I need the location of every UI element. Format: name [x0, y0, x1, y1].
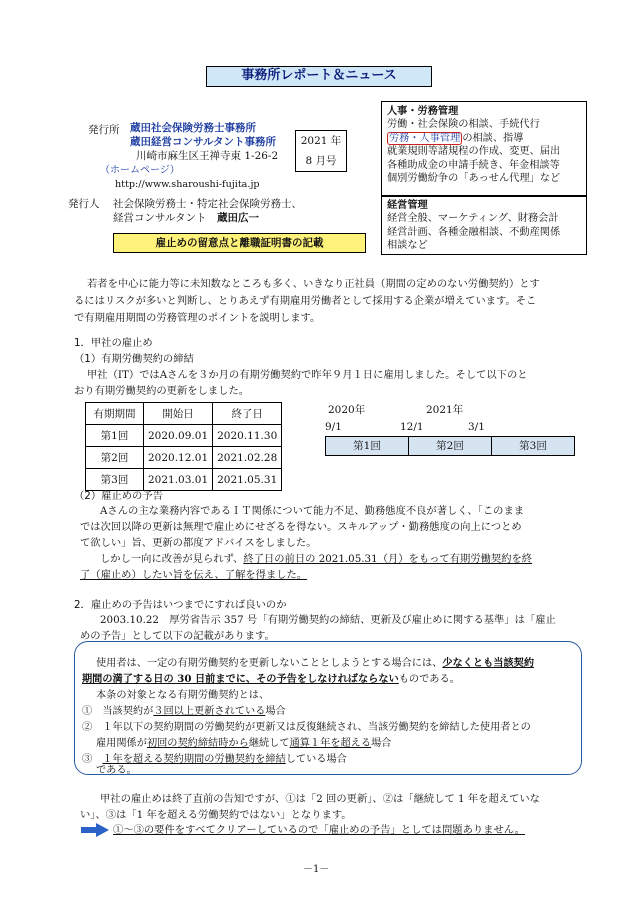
table-header: 終了日 [213, 403, 282, 425]
publisher-name: 蔵田広一 [217, 212, 260, 224]
table-cell: 2021.02.28 [213, 447, 282, 469]
table-cell: 第3回 [86, 469, 144, 491]
issue-date-box [295, 130, 347, 172]
hr-line: 労働・社会保険の相談、手続代行 [387, 119, 540, 131]
table-cell: 2021.03.01 [144, 469, 213, 491]
mgmt-services-box [381, 195, 587, 255]
s2-p1-line: めの予告」として以下の記載があります。 [80, 630, 275, 642]
s1-p2-line: Aさんの主な業務内容であるＩＴ関係について能力不足、勤務態度不良が著しく、「このまま [100, 505, 525, 517]
issue-month: 8 月号 [305, 155, 337, 167]
hr-line: 就業規則等諸規程の作成、変更、届出 [387, 146, 561, 158]
table-cell: 2020.11.30 [213, 425, 282, 447]
quote-line: である。 [96, 765, 137, 776]
issuer-label: 発行所 [88, 124, 120, 136]
table-header: 有期期間 [86, 403, 144, 425]
section-2-heading: 2．雇止めの予告はいつまでにすれば良いのか [74, 599, 287, 611]
hr-services-box [381, 101, 587, 197]
mgmt-line: 相談など [387, 240, 428, 252]
timeline-date: 9/1 [325, 421, 342, 433]
hr-services-title: 人事・労務管理 [387, 106, 459, 117]
office-address: 川崎市麻生区王禅寺東 1-26-2 [136, 150, 279, 162]
hr-line: 各種助成金の申請手続き、年金相談等 [387, 159, 560, 171]
page-number: －1－ [303, 864, 330, 875]
s2-p2-line: い」、③は「1 年を超える労働契約ではない」となります。 [80, 809, 352, 821]
table-header: 開始日 [144, 403, 213, 425]
issue-year: 2021 年 [300, 135, 342, 147]
hr-line: 労務・人事管理 の相談、指導 [389, 132, 524, 144]
mgmt-line: 経営全般、マーケティング、財務会計 [387, 213, 559, 225]
contract-period-table [85, 402, 282, 491]
table-cell: 2020.12.01 [144, 447, 213, 469]
quote-line: 期間の満了する日の 30 日前までに、その予告をしなければならないものである。 [82, 673, 460, 685]
publisher-label: 発行人 [68, 198, 100, 210]
right-arrow-icon [80, 823, 110, 837]
intro-line: で有期雇用期間の労務管理のポイントを説明します。 [74, 312, 321, 324]
intro-line: るにはリスクが多いと判断し、とりあえず有期雇用労働者として採用する企業が増えています。そこ [74, 295, 537, 307]
quote-line: ③ １年を超える契約期間の労働契約を締結している場合 [82, 754, 347, 765]
mgmt-services-title: 経営管理 [387, 200, 428, 211]
quote-line: 使用者は、一定の有期労働契約を更新しないこととしようとする場合には、少なくとも当該契約 [96, 657, 535, 669]
s1-p2-line: では次回以降の更新は無理で雇止めにせざるを得ない。スキルアップ・勤務態度の向上につとめ [80, 521, 522, 533]
topic-banner: 雇止めの留意点と離職証明書の記載 [113, 233, 366, 253]
report-title: 事務所レポート＆ニュース [206, 66, 432, 87]
timeline-cell: 第1回 [326, 437, 409, 455]
conclusion-text: ①～③の要件をすべてクリアーしているので「雇止めの予告」としては問題ありません。 [113, 824, 525, 836]
hr-highlight: 労務・人事管理 [389, 132, 461, 144]
timeline-cell: 第2回 [409, 437, 492, 455]
quote-line: 雇用関係が初回の契約締結時から継続して通算１年を超える場合 [96, 738, 392, 749]
table-row [86, 425, 282, 447]
table-cell: 2020.09.01 [144, 425, 213, 447]
s1-p3-line: しかし一向に改善が見られず、終了日の前日の 2021.05.31（月）をもって有期労働契約を終 [100, 553, 533, 565]
table-cell: 第2回 [86, 447, 144, 469]
section-1-sub-2: （2）雇止めの予告 [74, 490, 163, 502]
timeline-year: 2021年 [426, 404, 464, 416]
contract-timeline [325, 436, 575, 456]
section-1-sub-1: （1）有期労働契約の締結 [74, 353, 194, 365]
s1-p3-line: 了（雇止め）したい旨を伝え、了解を得ました。 [80, 569, 308, 581]
timeline-date: 3/1 [468, 421, 485, 433]
office-name-1: 蔵田社会保険労務士事務所 [130, 122, 256, 134]
timeline-year: 2020年 [328, 404, 366, 416]
homepage-label[interactable]: （ホームページ） [100, 165, 180, 176]
homepage-url[interactable]: http://www.sharoushi-fujita.jp [115, 179, 260, 190]
hr-line: 個別労働紛争の「あっせん代理」など [387, 173, 561, 185]
table-cell: 2021.05.31 [213, 469, 282, 491]
s2-p1-line: 2003.10.22 厚労省告示 357 号「有期労働契約の締結、更新及び雇止めに関する基準」は「雇止 [100, 614, 556, 626]
table-row [86, 447, 282, 469]
table-header-row [86, 403, 282, 425]
office-name-2: 蔵田経営コンサルタント事務所 [130, 136, 277, 148]
s2-p2-line: 甲社の雇止めは終了直前の告知ですが、①は「2 回の更新」、②は「継続して 1 年を超えていな [100, 793, 540, 805]
publisher-title-1: 社会保険労務士・特定社会保険労務士、 [113, 198, 302, 210]
table-cell: 第1回 [86, 425, 144, 447]
quote-line: ② １年以下の契約期間の労働契約が更新又は反復継続され、当該労働契約を締結した使用者との [82, 722, 531, 733]
s1-p2-line: て欲しい」旨、更新の都度アドバイスをしました。 [80, 537, 317, 549]
timeline-date: 12/1 [400, 421, 424, 433]
mgmt-line: 経営計画、各種金融相談、不動産関係 [387, 226, 561, 238]
section-1-heading: 1．甲社の雇止め [74, 337, 153, 349]
intro-line: 若者を中心に能力等に未知数なところも多く、いきなり正社員（期間の定めのない労働契約）とす [87, 278, 540, 290]
publisher-title-2: 経営コンサルタント 蔵田広一 [113, 212, 260, 224]
s1-p1-line: 甲社（IT）ではAさんを３か月の有期労働契約で昨年９月１日に雇用しました。そして以下のと [87, 369, 528, 381]
quote-line: 本条の対象となる有期労働契約とは、 [96, 690, 270, 701]
quote-line: ① 当該契約が３回以上更新されている場合 [82, 706, 286, 717]
s1-p1-line: おり有期労働契約の更新をしました。 [74, 385, 250, 397]
timeline-cell: 第3回 [519, 440, 547, 452]
